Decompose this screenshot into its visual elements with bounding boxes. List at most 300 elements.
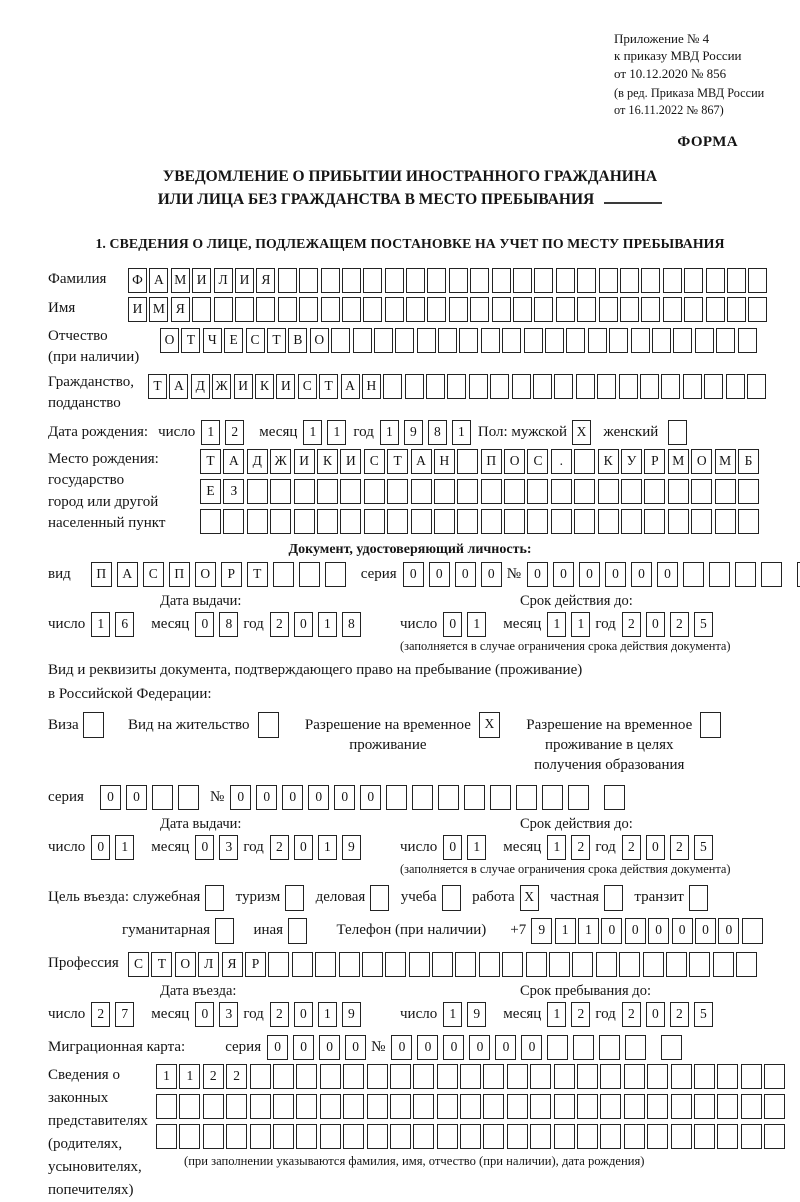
char-cell[interactable]	[530, 1124, 551, 1149]
char-cell[interactable]	[668, 479, 689, 504]
char-cell[interactable]: 0	[403, 562, 424, 587]
char-cell[interactable]	[621, 479, 642, 504]
char-cell[interactable]	[691, 509, 712, 534]
char-cell[interactable]: 2	[91, 1002, 110, 1027]
char-cell[interactable]	[742, 918, 763, 944]
char-cell[interactable]	[203, 1094, 224, 1119]
char-cell[interactable]	[738, 509, 759, 534]
char-cell[interactable]: А	[223, 449, 244, 474]
char-cell[interactable]: 0	[495, 1035, 516, 1060]
char-cell[interactable]	[427, 268, 446, 293]
char-cell[interactable]	[460, 1124, 481, 1149]
char-cell[interactable]	[386, 785, 407, 810]
char-cell[interactable]	[713, 952, 734, 977]
char-cell[interactable]	[339, 952, 360, 977]
char-cell[interactable]	[695, 328, 714, 353]
char-cell[interactable]	[504, 509, 525, 534]
char-cell[interactable]	[576, 374, 595, 399]
char-cell[interactable]: 1	[443, 1002, 462, 1027]
char-cell[interactable]: Р	[644, 449, 665, 474]
char-cell[interactable]	[460, 1064, 481, 1089]
char-cell[interactable]	[178, 785, 199, 810]
char-cell[interactable]	[215, 918, 234, 944]
char-cell[interactable]	[406, 268, 425, 293]
char-cell[interactable]: 0	[391, 1035, 412, 1060]
char-cell[interactable]: С	[246, 328, 265, 353]
char-cell[interactable]	[455, 952, 476, 977]
char-cell[interactable]: К	[598, 449, 619, 474]
char-cell[interactable]	[449, 268, 468, 293]
char-cell[interactable]	[512, 374, 531, 399]
char-cell[interactable]	[481, 479, 502, 504]
char-cell[interactable]	[647, 1094, 668, 1119]
char-cell[interactable]: 0	[100, 785, 121, 810]
char-cell[interactable]	[668, 509, 689, 534]
char-cell[interactable]: О	[691, 449, 712, 474]
char-cell[interactable]	[643, 952, 664, 977]
char-cell[interactable]: 2	[670, 612, 689, 637]
char-cell[interactable]	[556, 268, 575, 293]
char-cell[interactable]	[437, 1094, 458, 1119]
char-cell[interactable]	[700, 712, 721, 738]
char-cell[interactable]: 2	[571, 835, 590, 860]
char-cell[interactable]	[644, 479, 665, 504]
char-cell[interactable]	[364, 509, 385, 534]
char-cell[interactable]: И	[192, 268, 211, 293]
char-cell[interactable]	[661, 1035, 682, 1060]
char-cell[interactable]: 0	[294, 1002, 313, 1027]
char-cell[interactable]	[717, 1124, 738, 1149]
char-cell[interactable]	[621, 509, 642, 534]
char-cell[interactable]: 0	[718, 918, 739, 944]
char-cell[interactable]: Ф	[128, 268, 147, 293]
char-cell[interactable]: М	[715, 449, 736, 474]
char-cell[interactable]: П	[91, 562, 112, 587]
char-cell[interactable]: С	[298, 374, 317, 399]
char-cell[interactable]	[395, 328, 414, 353]
char-cell[interactable]	[152, 785, 173, 810]
char-cell[interactable]	[574, 479, 595, 504]
char-cell[interactable]	[598, 479, 619, 504]
char-cell[interactable]	[411, 509, 432, 534]
char-cell[interactable]	[437, 1064, 458, 1089]
char-cell[interactable]	[748, 297, 767, 322]
char-cell[interactable]	[214, 297, 233, 322]
char-cell[interactable]: 9	[531, 918, 552, 944]
char-cell[interactable]: Т	[267, 328, 286, 353]
char-cell[interactable]: 1	[452, 420, 471, 445]
char-cell[interactable]	[273, 1124, 294, 1149]
char-cell[interactable]: 0	[195, 1002, 214, 1027]
char-cell[interactable]	[370, 885, 389, 911]
char-cell[interactable]	[673, 328, 692, 353]
char-cell[interactable]	[738, 328, 757, 353]
char-cell[interactable]: 0	[625, 918, 646, 944]
char-cell[interactable]: К	[317, 449, 338, 474]
char-cell[interactable]: 3	[219, 1002, 238, 1027]
char-cell[interactable]: 1	[380, 420, 399, 445]
char-cell[interactable]	[479, 952, 500, 977]
char-cell[interactable]	[438, 328, 457, 353]
char-cell[interactable]	[619, 952, 640, 977]
char-cell[interactable]	[481, 328, 500, 353]
char-cell[interactable]	[250, 1064, 271, 1089]
char-cell[interactable]	[641, 297, 660, 322]
char-cell[interactable]: Т	[200, 449, 221, 474]
char-cell[interactable]	[683, 374, 702, 399]
char-cell[interactable]	[481, 509, 502, 534]
char-cell[interactable]: Л	[214, 268, 233, 293]
char-cell[interactable]: 0	[294, 835, 313, 860]
char-cell[interactable]	[717, 1064, 738, 1089]
char-cell[interactable]	[320, 1064, 341, 1089]
char-cell[interactable]	[671, 1064, 692, 1089]
char-cell[interactable]	[434, 479, 455, 504]
char-cell[interactable]	[706, 297, 725, 322]
char-cell[interactable]	[748, 268, 767, 293]
char-cell[interactable]: 8	[342, 612, 361, 637]
char-cell[interactable]	[715, 479, 736, 504]
char-cell[interactable]	[426, 374, 445, 399]
char-cell[interactable]: 9	[404, 420, 423, 445]
char-cell[interactable]	[691, 479, 712, 504]
char-cell[interactable]	[596, 952, 617, 977]
char-cell[interactable]	[542, 785, 563, 810]
char-cell[interactable]: Н	[362, 374, 381, 399]
char-cell[interactable]	[502, 328, 521, 353]
char-cell[interactable]: 0	[319, 1035, 340, 1060]
char-cell[interactable]	[600, 1064, 621, 1089]
char-cell[interactable]	[652, 328, 671, 353]
char-cell[interactable]	[624, 1094, 645, 1119]
char-cell[interactable]	[549, 952, 570, 977]
char-cell[interactable]	[551, 479, 572, 504]
char-cell[interactable]	[764, 1064, 785, 1089]
char-cell[interactable]	[342, 297, 361, 322]
char-cell[interactable]	[192, 297, 211, 322]
char-cell[interactable]	[299, 268, 318, 293]
char-cell[interactable]	[156, 1124, 177, 1149]
char-cell[interactable]	[640, 374, 659, 399]
char-cell[interactable]	[413, 1124, 434, 1149]
char-cell[interactable]: Т	[247, 562, 268, 587]
char-cell[interactable]	[764, 1124, 785, 1149]
char-cell[interactable]	[156, 1094, 177, 1119]
char-cell[interactable]	[288, 918, 307, 944]
char-cell[interactable]: 0	[360, 785, 381, 810]
char-cell[interactable]	[577, 268, 596, 293]
char-cell[interactable]	[574, 449, 595, 474]
char-cell[interactable]	[704, 374, 723, 399]
char-cell[interactable]	[641, 268, 660, 293]
char-cell[interactable]	[342, 268, 361, 293]
char-cell[interactable]: 0	[230, 785, 251, 810]
char-cell[interactable]: О	[310, 328, 329, 353]
char-cell[interactable]: 0	[553, 562, 574, 587]
char-cell[interactable]	[200, 509, 221, 534]
char-cell[interactable]	[577, 1064, 598, 1089]
char-cell[interactable]	[437, 1124, 458, 1149]
char-cell[interactable]	[572, 952, 593, 977]
char-cell[interactable]: 0	[443, 835, 462, 860]
char-cell[interactable]	[363, 297, 382, 322]
char-cell[interactable]	[694, 1124, 715, 1149]
char-cell[interactable]: 0	[648, 918, 669, 944]
char-cell[interactable]	[226, 1094, 247, 1119]
char-cell[interactable]	[343, 1124, 364, 1149]
char-cell[interactable]: Ч	[203, 328, 222, 353]
char-cell[interactable]	[442, 885, 461, 911]
char-cell[interactable]	[321, 268, 340, 293]
char-cell[interactable]	[247, 509, 268, 534]
char-cell[interactable]	[668, 420, 687, 445]
char-cell[interactable]	[573, 1035, 594, 1060]
char-cell[interactable]: З	[223, 479, 244, 504]
char-cell[interactable]	[353, 328, 372, 353]
char-cell[interactable]: 0	[91, 835, 110, 860]
char-cell[interactable]	[764, 1094, 785, 1119]
char-cell[interactable]: 2	[622, 612, 641, 637]
char-cell[interactable]: 0	[527, 562, 548, 587]
char-cell[interactable]: 1	[201, 420, 220, 445]
char-cell[interactable]: И	[294, 449, 315, 474]
char-cell[interactable]	[385, 268, 404, 293]
char-cell[interactable]	[367, 1124, 388, 1149]
char-cell[interactable]	[738, 479, 759, 504]
char-cell[interactable]	[413, 1064, 434, 1089]
char-cell[interactable]	[747, 374, 766, 399]
char-cell[interactable]: 0	[195, 612, 214, 637]
char-cell[interactable]	[554, 374, 573, 399]
char-cell[interactable]	[457, 479, 478, 504]
char-cell[interactable]	[459, 328, 478, 353]
char-cell[interactable]	[741, 1124, 762, 1149]
char-cell[interactable]	[513, 268, 532, 293]
char-cell[interactable]: Т	[387, 449, 408, 474]
char-cell[interactable]: 0	[469, 1035, 490, 1060]
char-cell[interactable]	[258, 712, 279, 738]
char-cell[interactable]: 0	[256, 785, 277, 810]
char-cell[interactable]: 1	[91, 612, 110, 637]
char-cell[interactable]: 2	[270, 835, 289, 860]
char-cell[interactable]: Н	[434, 449, 455, 474]
char-cell[interactable]: 0	[695, 918, 716, 944]
char-cell[interactable]	[294, 509, 315, 534]
char-cell[interactable]	[671, 1124, 692, 1149]
char-cell[interactable]: Т	[181, 328, 200, 353]
char-cell[interactable]: И	[276, 374, 295, 399]
char-cell[interactable]	[331, 328, 350, 353]
char-cell[interactable]	[551, 509, 572, 534]
char-cell[interactable]	[317, 509, 338, 534]
char-cell[interactable]: .	[551, 449, 572, 474]
char-cell[interactable]	[566, 328, 585, 353]
char-cell[interactable]: 1	[318, 1002, 337, 1027]
char-cell[interactable]	[625, 1035, 646, 1060]
char-cell[interactable]	[278, 297, 297, 322]
char-cell[interactable]	[374, 328, 393, 353]
char-cell[interactable]: 1	[571, 612, 590, 637]
char-cell[interactable]	[492, 268, 511, 293]
char-cell[interactable]	[367, 1064, 388, 1089]
char-cell[interactable]: 2	[670, 1002, 689, 1027]
char-cell[interactable]	[547, 1035, 568, 1060]
char-cell[interactable]	[534, 297, 553, 322]
char-cell[interactable]	[684, 268, 703, 293]
char-cell[interactable]: 0	[521, 1035, 542, 1060]
char-cell[interactable]	[577, 297, 596, 322]
char-cell[interactable]: О	[504, 449, 525, 474]
char-cell[interactable]	[273, 1094, 294, 1119]
char-cell[interactable]: Т	[148, 374, 167, 399]
char-cell[interactable]	[417, 328, 436, 353]
char-cell[interactable]: 9	[342, 1002, 361, 1027]
char-cell[interactable]: М	[668, 449, 689, 474]
char-cell[interactable]: Ж	[270, 449, 291, 474]
char-cell[interactable]: 0	[657, 562, 678, 587]
char-cell[interactable]: 0	[443, 612, 462, 637]
char-cell[interactable]: А	[117, 562, 138, 587]
char-cell[interactable]	[530, 1094, 551, 1119]
char-cell[interactable]: И	[340, 449, 361, 474]
char-cell[interactable]	[299, 562, 320, 587]
char-cell[interactable]: П	[169, 562, 190, 587]
char-cell[interactable]	[343, 1094, 364, 1119]
char-cell[interactable]: 1	[467, 612, 486, 637]
char-cell[interactable]	[285, 885, 304, 911]
char-cell[interactable]	[524, 328, 543, 353]
char-cell[interactable]: 1	[179, 1064, 200, 1089]
char-cell[interactable]	[457, 509, 478, 534]
char-cell[interactable]	[470, 268, 489, 293]
char-cell[interactable]: 3	[219, 835, 238, 860]
char-cell[interactable]	[533, 374, 552, 399]
char-cell[interactable]: 0	[417, 1035, 438, 1060]
char-cell[interactable]: 0	[345, 1035, 366, 1060]
char-cell[interactable]: 9	[342, 835, 361, 860]
char-cell[interactable]: 0	[605, 562, 626, 587]
char-cell[interactable]	[387, 509, 408, 534]
char-cell[interactable]	[689, 885, 708, 911]
char-cell[interactable]: 9	[467, 1002, 486, 1027]
char-cell[interactable]: 1	[156, 1064, 177, 1089]
char-cell[interactable]	[577, 1094, 598, 1119]
char-cell[interactable]	[343, 1064, 364, 1089]
char-cell[interactable]	[483, 1064, 504, 1089]
char-cell[interactable]	[315, 952, 336, 977]
char-cell[interactable]	[464, 785, 485, 810]
char-cell[interactable]: 1	[547, 612, 566, 637]
char-cell[interactable]: 0	[126, 785, 147, 810]
char-cell[interactable]	[296, 1064, 317, 1089]
char-cell[interactable]	[507, 1064, 528, 1089]
char-cell[interactable]	[483, 1094, 504, 1119]
char-cell[interactable]	[362, 952, 383, 977]
char-cell[interactable]	[296, 1124, 317, 1149]
char-cell[interactable]: 7	[115, 1002, 134, 1027]
char-cell[interactable]: 0	[672, 918, 693, 944]
char-cell[interactable]: Р	[245, 952, 266, 977]
char-cell[interactable]	[736, 952, 757, 977]
char-cell[interactable]	[226, 1124, 247, 1149]
char-cell[interactable]	[320, 1124, 341, 1149]
char-cell[interactable]	[717, 1094, 738, 1119]
char-cell[interactable]	[270, 509, 291, 534]
char-cell[interactable]	[554, 1094, 575, 1119]
char-cell[interactable]: 0	[282, 785, 303, 810]
char-cell[interactable]	[716, 328, 735, 353]
char-cell[interactable]	[273, 562, 294, 587]
char-cell[interactable]	[447, 374, 466, 399]
char-cell[interactable]	[203, 1124, 224, 1149]
char-cell[interactable]: 1	[303, 420, 322, 445]
char-cell[interactable]: Е	[200, 479, 221, 504]
char-cell[interactable]: М	[149, 297, 168, 322]
char-cell[interactable]	[527, 509, 548, 534]
char-cell[interactable]	[741, 1094, 762, 1119]
char-cell[interactable]	[406, 297, 425, 322]
char-cell[interactable]	[340, 509, 361, 534]
char-cell[interactable]	[299, 297, 318, 322]
char-cell[interactable]: 1	[327, 420, 346, 445]
char-cell[interactable]: 0	[267, 1035, 288, 1060]
char-cell[interactable]: И	[128, 297, 147, 322]
char-cell[interactable]: 0	[601, 918, 622, 944]
char-cell[interactable]	[599, 297, 618, 322]
char-cell[interactable]: 0	[455, 562, 476, 587]
char-cell[interactable]: А	[149, 268, 168, 293]
char-cell[interactable]: 2	[622, 835, 641, 860]
char-cell[interactable]	[513, 297, 532, 322]
char-cell[interactable]	[671, 1094, 692, 1119]
char-cell[interactable]	[599, 268, 618, 293]
char-cell[interactable]	[250, 1124, 271, 1149]
char-cell[interactable]	[320, 1094, 341, 1119]
char-cell[interactable]	[427, 297, 446, 322]
char-cell[interactable]	[411, 479, 432, 504]
char-cell[interactable]: Т	[151, 952, 172, 977]
char-cell[interactable]	[296, 1094, 317, 1119]
char-cell[interactable]: А	[341, 374, 360, 399]
char-cell[interactable]: 2	[670, 835, 689, 860]
char-cell[interactable]: 2	[225, 420, 244, 445]
char-cell[interactable]	[432, 952, 453, 977]
char-cell[interactable]	[413, 1094, 434, 1119]
char-cell[interactable]: О	[195, 562, 216, 587]
char-cell[interactable]: 6	[115, 612, 134, 637]
char-cell[interactable]: С	[527, 449, 548, 474]
char-cell[interactable]: 1	[547, 835, 566, 860]
char-cell[interactable]	[624, 1124, 645, 1149]
char-cell[interactable]: У	[621, 449, 642, 474]
char-cell[interactable]	[709, 562, 730, 587]
char-cell[interactable]	[504, 479, 525, 504]
char-cell[interactable]	[694, 1094, 715, 1119]
char-cell[interactable]: Я	[256, 268, 275, 293]
char-cell[interactable]	[490, 374, 509, 399]
char-cell[interactable]	[273, 1064, 294, 1089]
char-cell[interactable]: М	[171, 268, 190, 293]
char-cell[interactable]	[340, 479, 361, 504]
char-cell[interactable]	[727, 297, 746, 322]
char-cell[interactable]: Е	[224, 328, 243, 353]
char-cell[interactable]: 1	[547, 1002, 566, 1027]
char-cell[interactable]: 0	[481, 562, 502, 587]
char-cell[interactable]	[383, 374, 402, 399]
char-cell[interactable]: А	[169, 374, 188, 399]
char-cell[interactable]: 1	[115, 835, 134, 860]
char-cell[interactable]: 8	[428, 420, 447, 445]
